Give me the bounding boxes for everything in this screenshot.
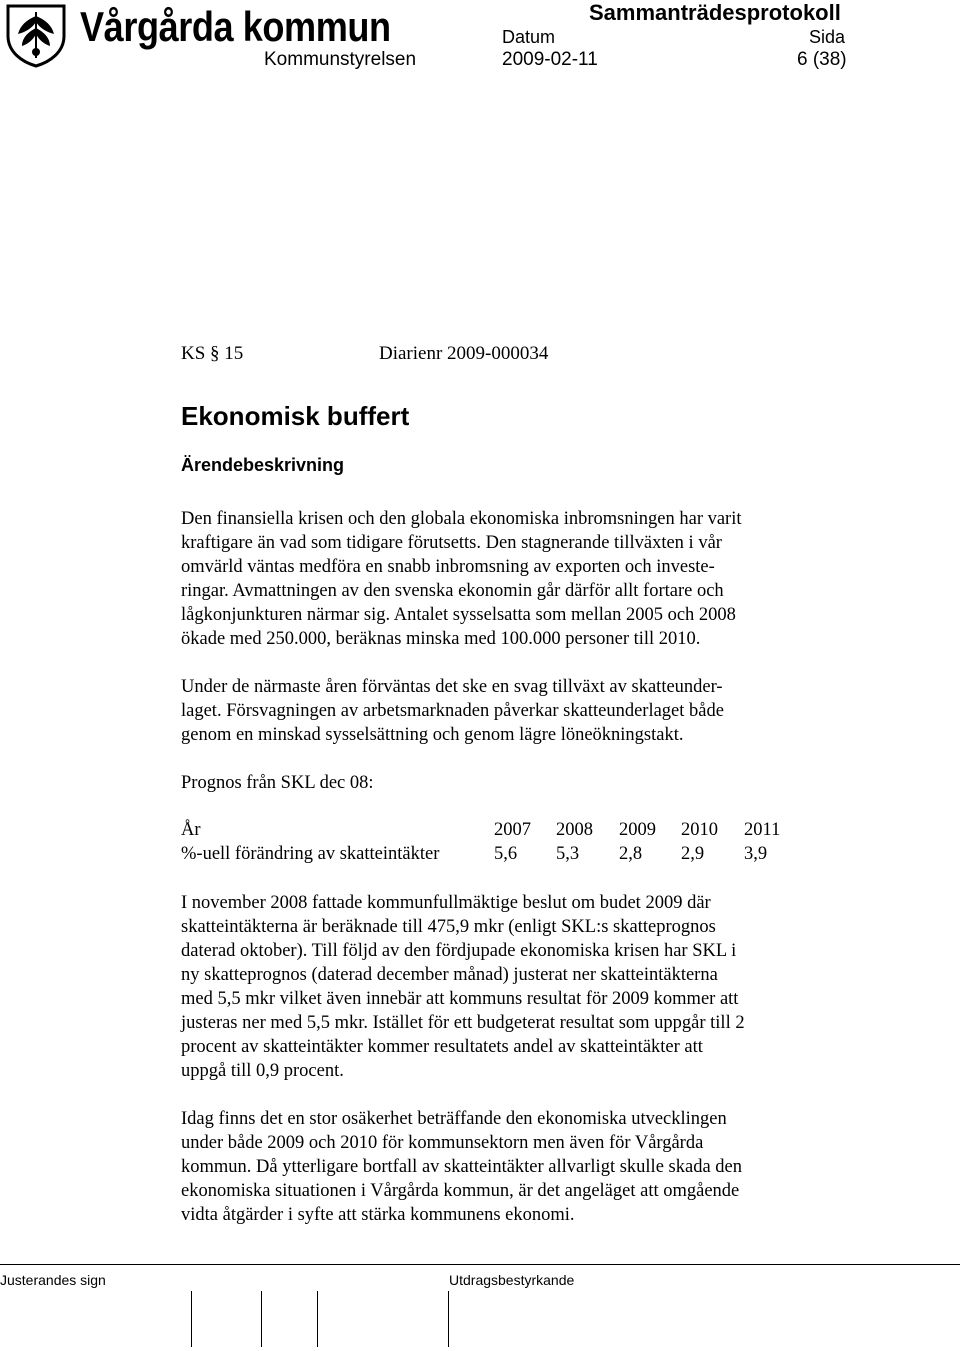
text-line: under både 2009 och 2010 för kommunsektorn men även för Vårgårda bbox=[181, 1133, 704, 1153]
section-heading: Ärendebeskrivning bbox=[181, 455, 345, 475]
text-line: I november 2008 fattade kommunfullmäktige beslut om budet 2009 där bbox=[181, 893, 711, 913]
text-line: daterad oktober). Till följd av den fördjupade ekonomiska krisen har SKL i bbox=[181, 941, 737, 961]
paragraph-budget-decision bbox=[181, 891, 821, 1083]
table-cell: 2009 bbox=[619, 820, 656, 840]
table-cell: 2011 bbox=[744, 820, 781, 840]
page-number: 6 (38) bbox=[797, 49, 847, 70]
text-line: med 5,5 mkr vilket även innebär att kommuns resultat för 2009 kommer att bbox=[181, 989, 739, 1009]
case-number: KS § 15 bbox=[181, 343, 244, 364]
page-label: Sida bbox=[809, 27, 846, 47]
paragraph-tax-base bbox=[181, 675, 821, 747]
text-line: lågkonjunkturen närmar sig. Antalet sysselsatta som mellan 2005 och 2008 bbox=[181, 605, 736, 625]
text-line: Prognos från SKL dec 08: bbox=[181, 773, 374, 793]
municipal-coat-of-arms-icon bbox=[4, 2, 68, 68]
table-cell: 2007 bbox=[494, 820, 531, 840]
text-line: ekonomiska situationen i Vårgårda kommun, är det angeläget att omgående bbox=[181, 1181, 740, 1201]
signature-box-divider bbox=[317, 1291, 318, 1347]
paragraph-uncertainty bbox=[181, 1107, 821, 1227]
date-label: Datum bbox=[502, 27, 556, 47]
table-cell: 2010 bbox=[681, 820, 718, 840]
text-line: ökade med 250.000, beräknas minska med 100.000 personer till 2010. bbox=[181, 629, 701, 649]
text-line: vidta åtgärder i syfte att stärka kommunens ekonomi. bbox=[181, 1205, 575, 1225]
organization-name: Vårgårda kommun bbox=[80, 3, 391, 50]
paragraph-forecast-intro bbox=[181, 771, 821, 795]
signature-box-divider bbox=[448, 1291, 449, 1347]
text-line: Idag finns det en stor osäkerhet beträffande den ekonomiska utvecklingen bbox=[181, 1109, 727, 1129]
text-line: ny skatteprognos (daterad december månad) justerat ner skatteintäkterna bbox=[181, 965, 718, 985]
table-cell: %-uell förändring av skatteintäkter bbox=[181, 844, 440, 864]
text-line: procent av skatteintäkter kommer resultatets andel av skatteintäkter att bbox=[181, 1037, 703, 1057]
text-line: ringar. Avmattningen av den svenska ekonomin går därför allt fortare och bbox=[181, 581, 724, 601]
forecast-table bbox=[181, 818, 801, 866]
signature-box-divider bbox=[261, 1291, 262, 1347]
table-cell: 3,9 bbox=[744, 844, 768, 864]
table-cell: 5,3 bbox=[556, 844, 580, 864]
case-title: Ekonomisk buffert bbox=[181, 401, 410, 431]
text-line: kommun. Då ytterligare bortfall av skatteintäkter allvarligt skulle skada den bbox=[181, 1157, 742, 1177]
table-cell: 5,6 bbox=[494, 844, 518, 864]
signature-box-divider bbox=[191, 1291, 192, 1347]
table-cell: 2008 bbox=[556, 820, 593, 840]
text-line: laget. Försvagningen av arbetsmarknaden påverkar skatteunderlaget både bbox=[181, 701, 724, 721]
board-name: Kommunstyrelsen bbox=[264, 49, 417, 70]
document-type: Sammanträdesprotokoll bbox=[589, 0, 841, 25]
text-line: Den finansiella krisen och den globala ekonomiska inbromsningen har varit bbox=[181, 509, 742, 529]
text-line: justeras ner med 5,5 mkr. Istället för ett budgeterat resultat som uppgår till 2 bbox=[181, 1013, 745, 1033]
text-line: Under de närmaste åren förväntas det ske en svag tillväxt av skatteunder- bbox=[181, 677, 723, 697]
text-line: uppgå till 0,9 procent. bbox=[181, 1061, 344, 1081]
table-row bbox=[181, 818, 801, 842]
text-line: kraftigare än vad som tidigare förutsetts. Den stagnerande tillväxten i vår bbox=[181, 533, 722, 553]
table-row bbox=[181, 842, 801, 866]
footer-divider bbox=[0, 1264, 960, 1265]
document-date: 2009-02-11 bbox=[502, 49, 598, 70]
registry-number: Diarienr 2009-000034 bbox=[379, 343, 549, 364]
paragraph-crisis bbox=[181, 507, 821, 651]
text-line: genom en minskad sysselsättning och genom lägre löneökningstakt. bbox=[181, 725, 684, 745]
text-line: omvärld väntas medföra en snabb inbromsning av exporten och investe- bbox=[181, 557, 715, 577]
certification-label: Utdragsbestyrkande bbox=[449, 1272, 575, 1288]
table-cell: År bbox=[181, 820, 201, 840]
table-cell: 2,8 bbox=[619, 844, 643, 864]
signature-label: Justerandes sign bbox=[0, 1272, 106, 1288]
text-line: skatteintäkterna är beräknade till 475,9 mkr (enligt SKL:s skatteprognos bbox=[181, 917, 716, 937]
table-cell: 2,9 bbox=[681, 844, 705, 864]
